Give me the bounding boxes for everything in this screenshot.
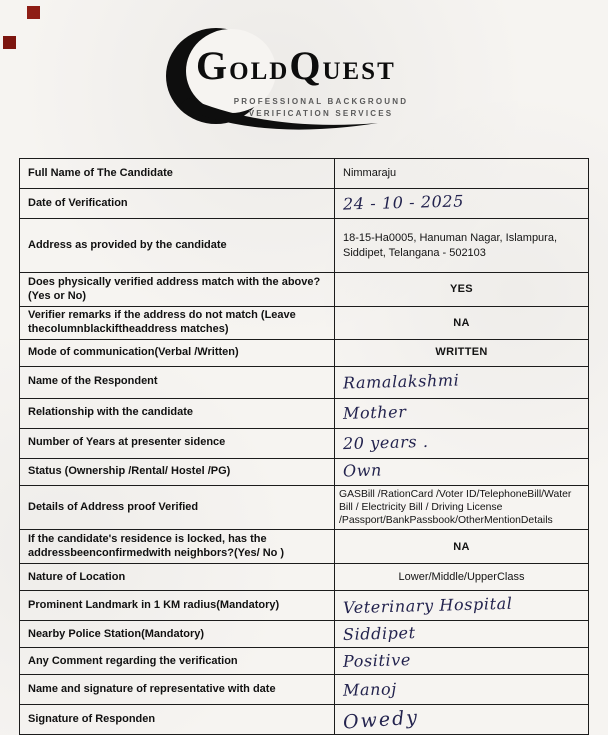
row-label: Prominent Landmark in 1 KM radius(Mandatory) [20, 591, 335, 621]
row-value-handwritten: 24 - 10 - 2025 [335, 189, 589, 219]
row-residence-locked [20, 530, 589, 564]
row-value-handwritten: Siddipet [335, 621, 589, 648]
logo-letter-q: Q [289, 43, 323, 88]
row-value-handwritten: 20 years . [335, 428, 589, 458]
row-label: Full Name of The Candidate [20, 159, 335, 189]
red-scan-mark-top [27, 6, 40, 19]
row-value-signature [335, 705, 589, 735]
logo-tagline [206, 96, 436, 121]
row-label: Details of Address proof Verified [20, 485, 335, 530]
row-label: Number of Years at presenter sidence [20, 428, 335, 458]
row-label: Address as provided by the candidate [20, 219, 335, 273]
logo-tagline-line1: PROFESSIONAL BACKGROUND [233, 97, 409, 106]
row-value: YES [335, 273, 589, 307]
row-years-at-residence [20, 428, 589, 458]
row-label: Verifier remarks if the address do not match (Leave thecolumnblackiftheaddress matches) [20, 307, 335, 340]
row-nearby-police-station [20, 621, 589, 648]
row-date-of-verification [20, 189, 589, 219]
row-prominent-landmark [20, 591, 589, 621]
row-value: WRITTEN [335, 339, 589, 366]
row-verifier-remarks [20, 307, 589, 340]
row-value: GASBill /RationCard /Voter ID/TelephoneBill/Water Bill / Electricity Bill / Driving License /Passport/BankPassbook/OtherMentionDetails [335, 485, 589, 530]
row-address-proof [20, 485, 589, 530]
row-label: If the candidate's residence is locked, has the addressbeenconfirmedwith neighbors?(Yes/ No ) [20, 530, 335, 564]
row-representative-signature [20, 675, 589, 705]
row-label: Relationship with the candidate [20, 398, 335, 428]
row-value-handwritten: Own [335, 458, 589, 485]
row-ownership-status [20, 458, 589, 485]
row-relationship [20, 398, 589, 428]
logo-wordmark [196, 43, 396, 88]
row-label: Name of the Respondent [20, 366, 335, 398]
logo-letter-g: G [196, 43, 230, 88]
signature-scribble: Owedy [342, 705, 420, 734]
row-value: NA [335, 307, 589, 340]
row-value: NA [335, 530, 589, 564]
row-label: Name and signature of representative with date [20, 675, 335, 705]
logo-tagline-line2: VERIFICATION SERVICES [248, 109, 394, 119]
row-label: Nearby Police Station(Mandatory) [20, 621, 335, 648]
row-value: 18-15-Ha0005, Hanuman Nagar, Islampura, Siddipet, Telangana - 502103 [335, 219, 589, 273]
row-label: Status (Ownership /Rental/ Hostel /PG) [20, 458, 335, 485]
row-respondent-signature [20, 705, 589, 735]
row-respondent-name [20, 366, 589, 398]
row-label: Mode of communication(Verbal /Written) [20, 339, 335, 366]
row-nature-of-location [20, 564, 589, 591]
row-value-handwritten: Positive [335, 648, 589, 675]
logo-letters-old: OLD [229, 58, 290, 85]
row-value-handwritten: Ramalakshmi [335, 366, 589, 398]
row-mode-of-communication [20, 339, 589, 366]
goldquest-logo [144, 24, 464, 142]
row-value: Nimmaraju [335, 159, 589, 189]
row-address-match [20, 273, 589, 307]
logo-letters-uest: UEST [322, 58, 396, 85]
row-value-handwritten: Veterinary Hospital [335, 591, 589, 621]
row-label: Date of Verification [20, 189, 335, 219]
row-label: Signature of Responden [20, 705, 335, 735]
row-value: Lower/Middle/UpperClass [335, 564, 589, 591]
verification-form-table [19, 158, 589, 735]
row-label: Nature of Location [20, 564, 335, 591]
row-full-name [20, 159, 589, 189]
row-label: Any Comment regarding the verification [20, 648, 335, 675]
row-label: Does physically verified address match with the above?(Yes or No) [20, 273, 335, 307]
row-verification-comment [20, 648, 589, 675]
row-value-handwritten: Manoj [335, 675, 589, 705]
row-address [20, 219, 589, 273]
row-value-handwritten: Mother [335, 398, 589, 428]
red-scan-mark-left [3, 36, 16, 49]
